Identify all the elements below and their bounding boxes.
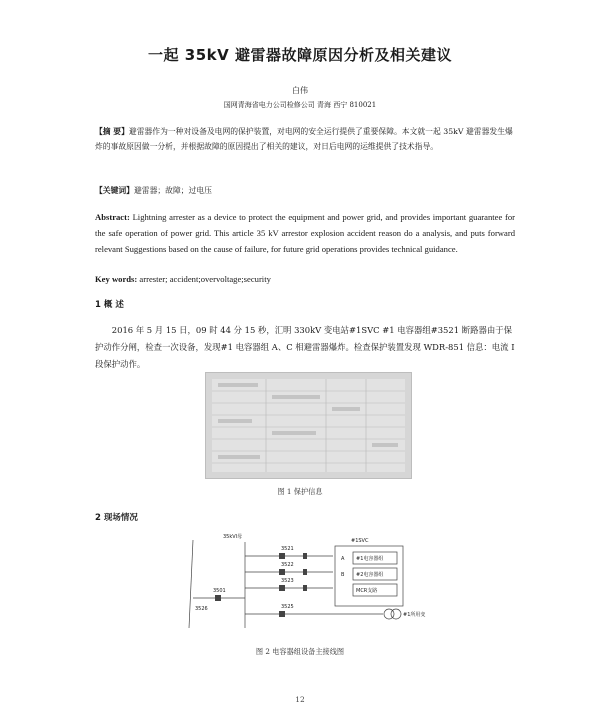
abstract-cn-label: 【摘 要】 xyxy=(95,127,129,136)
page-number: 12 xyxy=(295,695,305,704)
figure-1-protection-screenshot xyxy=(205,372,412,479)
paper-title: 一起 35kV 避雷器故障原因分析及相关建议 xyxy=(148,46,452,64)
label-3526: 3526 xyxy=(195,606,208,612)
section-2-heading: 2 现场情况 xyxy=(95,513,138,523)
section-1-heading: 1 概 述 xyxy=(95,300,124,310)
author-name: 白伟 xyxy=(292,86,308,95)
author-affiliation: 国网青海省电力公司检修公司 青海 西宁 810021 xyxy=(223,101,377,109)
label-bus: 35kVⅠ母 xyxy=(223,534,243,540)
abstract-en-label: Abstract: xyxy=(95,212,130,222)
label-3523: 3523 xyxy=(281,578,294,584)
label-3522: 3522 xyxy=(281,562,294,568)
keywords-en-text: arrester; accident;overvoltage;security xyxy=(139,274,271,284)
label-cap2: #2电容器组 xyxy=(356,572,384,578)
label-phase-b: B xyxy=(341,572,345,578)
label-phase-a: A xyxy=(341,556,345,562)
bus-feeder-line xyxy=(189,540,193,628)
abstract-cn-text: 避雷器作为一种对设备及电网的保护装置，对电网的安全运行提供了重要保障。本文就一起 35kV 避雷器发生爆炸的事故原因做一分析，并根据故障的原因提出了相关的建议，对日后电网的运维提供了技术指导。 xyxy=(95,127,513,151)
label-3521: 3521 xyxy=(281,546,294,552)
label-3501: 3501 xyxy=(213,588,226,594)
keywords-en-label: Key words: xyxy=(95,274,138,284)
label-station-transformer: #1所用变 xyxy=(403,612,426,618)
label-3525: 3525 xyxy=(281,604,294,610)
keywords-cn-text: 避雷器；故障；过电压 xyxy=(133,186,212,195)
label-cap1: #1电容器组 xyxy=(356,556,384,562)
figure-1-caption: 图 1 保护信息 xyxy=(277,487,323,496)
abstract-en xyxy=(95,209,515,258)
section-1-paragraph: 2016 年 5 月 15 日，09 时 44 分 15 秒，汇明 330kV 变电站#1SVC #1 电容器组#3521 断路器由于保护动作分闸，检查一次设备，发现#1 电容器组 A、C 相避雷器爆炸。检查保护装置发现 WDR-851 信息：电流 I 段保护动作。 xyxy=(95,325,515,369)
figure-2-wiring-diagram xyxy=(183,528,428,638)
figure-2-caption: 图 2 电容器组设备主接线图 xyxy=(255,647,345,656)
label-mcr: MCR支路 xyxy=(356,588,378,594)
wiring-diagram-svg xyxy=(183,528,428,638)
keywords-cn xyxy=(95,183,515,198)
abstract-en-text: Lightning arrester as a device to protect the equipment and power grid, and provides important guarantee for the safe operation of power grid. This article 35 kV arrestor explosion accident reason do a analysis, and puts forward relevant Suggestions based on the cause of failure, for future grid operations provides technical guidance. xyxy=(95,212,515,255)
abstract-cn xyxy=(95,124,515,154)
figure-1-image xyxy=(206,373,411,478)
keywords-en xyxy=(95,272,515,287)
label-svc: #1SVC xyxy=(351,538,369,544)
keywords-cn-label: 【关键词】 xyxy=(95,186,134,195)
